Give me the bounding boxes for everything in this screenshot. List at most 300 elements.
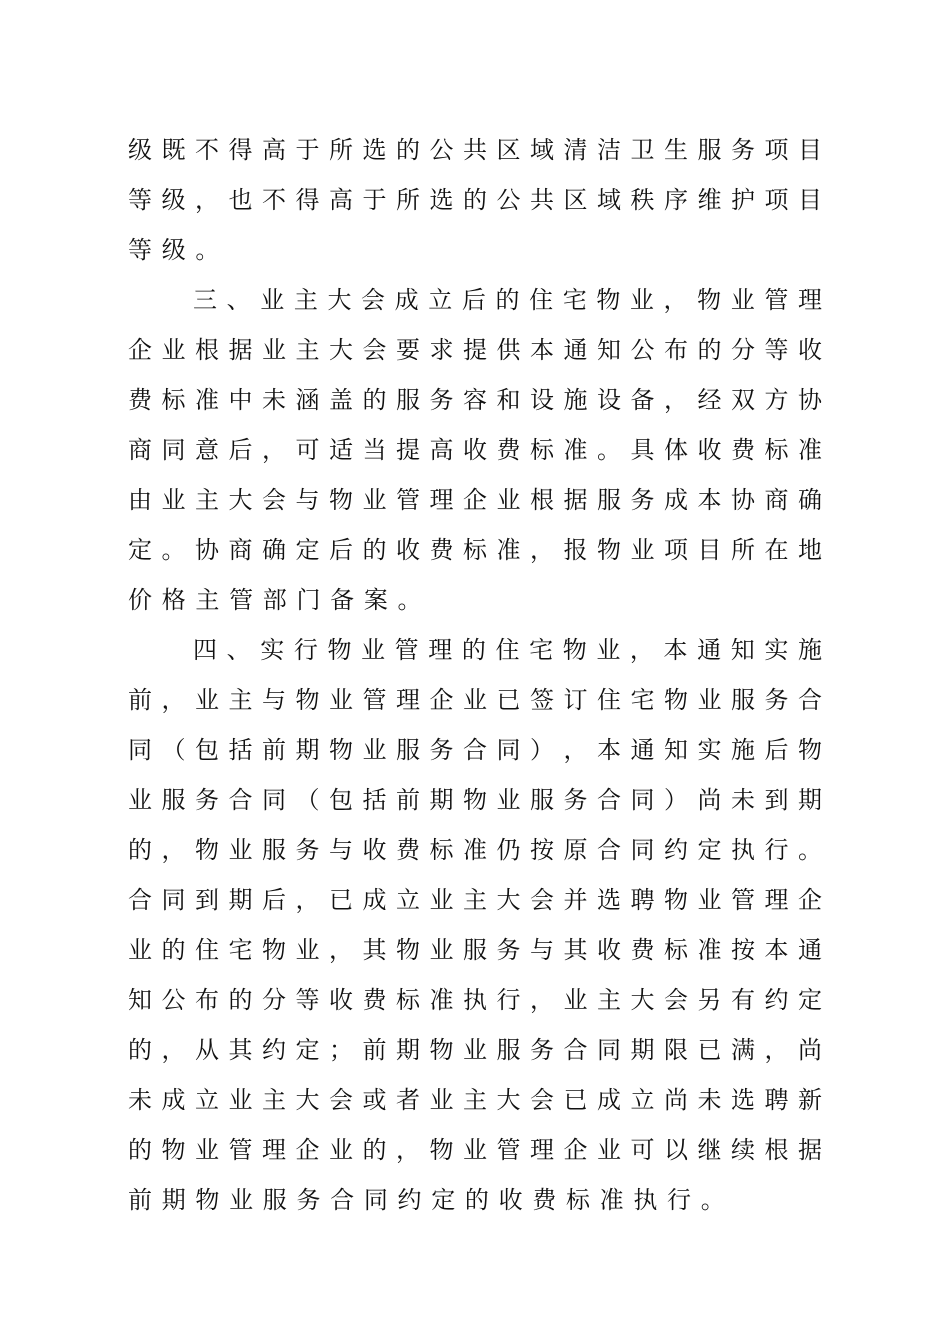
text-char: 同 bbox=[496, 736, 521, 764]
text-char: 定 bbox=[697, 836, 722, 864]
text-char: 的 bbox=[128, 1036, 152, 1064]
text-char: 到 bbox=[195, 886, 219, 914]
text-char: 目 bbox=[697, 536, 722, 564]
text-line bbox=[128, 880, 822, 920]
text-char: 企 bbox=[429, 686, 454, 714]
text-char: 聘 bbox=[764, 1086, 789, 1114]
text-char: 本 bbox=[597, 736, 621, 764]
text-char: 期 bbox=[630, 1036, 655, 1064]
text-char: 费 bbox=[731, 436, 755, 464]
text-char: 服 bbox=[262, 836, 286, 864]
text-char: 业 bbox=[329, 686, 353, 714]
text-char: 价 bbox=[128, 586, 152, 614]
text-char: 主 bbox=[293, 286, 318, 314]
text-char: 业 bbox=[128, 936, 152, 964]
text-char: 由 bbox=[128, 486, 152, 514]
text-char: 会 bbox=[530, 886, 554, 914]
text-char: 。 bbox=[161, 536, 186, 564]
text-char: 物 bbox=[597, 536, 621, 564]
text-char: 目 bbox=[798, 186, 822, 214]
text-char: 或 bbox=[362, 1086, 387, 1114]
text-char: 执 bbox=[633, 1186, 658, 1214]
text-char: 选 bbox=[597, 886, 621, 914]
text-char: 实 bbox=[260, 636, 285, 664]
text-char: 商 bbox=[764, 486, 789, 514]
text-char: 也 bbox=[228, 186, 253, 214]
text-char: 实 bbox=[764, 636, 789, 664]
text-char: 理 bbox=[428, 636, 453, 664]
text-char: 等 bbox=[128, 186, 152, 214]
text-char: 后 bbox=[228, 436, 253, 464]
text-char: 准 bbox=[496, 536, 521, 564]
text-char: 定 bbox=[295, 1036, 320, 1064]
text-char: 准 bbox=[599, 1186, 624, 1214]
text-char: 协 bbox=[195, 536, 219, 564]
text-char: ， bbox=[329, 936, 353, 964]
text-char: 后 bbox=[764, 736, 789, 764]
text-char: 业 bbox=[362, 736, 387, 764]
text-char: 布 bbox=[664, 336, 688, 364]
text-char: 成 bbox=[161, 1086, 186, 1114]
text-char: 服 bbox=[396, 386, 420, 414]
text-char: 的 bbox=[396, 136, 420, 164]
text-char: 分 bbox=[262, 986, 286, 1014]
text-char: 清 bbox=[563, 136, 588, 164]
text-char: 。 bbox=[798, 836, 822, 864]
text-char: 约 bbox=[664, 836, 688, 864]
text-char: 物 bbox=[429, 1036, 454, 1064]
text-char: 三 bbox=[193, 286, 217, 314]
text-char: ， bbox=[262, 436, 286, 464]
text-char: 后 bbox=[461, 286, 486, 314]
text-char: 仍 bbox=[496, 836, 521, 864]
text-char: 费 bbox=[429, 536, 454, 564]
text-char: 备 bbox=[330, 586, 355, 614]
text-line bbox=[128, 1180, 822, 1220]
text-char: 管 bbox=[396, 486, 420, 514]
text-char: 合 bbox=[563, 1036, 588, 1064]
text-char: 行 bbox=[667, 1186, 691, 1214]
text-char: 理 bbox=[396, 686, 420, 714]
text-char: 同 bbox=[161, 886, 186, 914]
text-char: 区 bbox=[563, 186, 588, 214]
text-char: 业 bbox=[630, 536, 655, 564]
text-char: 目 bbox=[798, 136, 822, 164]
text-char: 尚 bbox=[697, 786, 722, 814]
text-char: 物 bbox=[329, 736, 353, 764]
text-char: 会 bbox=[664, 986, 688, 1014]
text-char: 准 bbox=[563, 436, 588, 464]
text-char: 括 bbox=[228, 736, 253, 764]
text-char: 级 bbox=[161, 186, 186, 214]
text-char: 务 bbox=[630, 486, 655, 514]
text-char: ， bbox=[664, 386, 688, 414]
text-char: 公 bbox=[496, 186, 521, 214]
text-char: 费 bbox=[532, 1186, 557, 1214]
text-char: 立 bbox=[396, 886, 420, 914]
text-char: 其 bbox=[228, 1036, 253, 1064]
text-char: 业 bbox=[195, 686, 219, 714]
text-char: 定 bbox=[431, 1186, 456, 1214]
text-char: 于 bbox=[295, 136, 320, 164]
text-line bbox=[128, 130, 822, 170]
text-char: 定 bbox=[295, 536, 320, 564]
text-char: 根 bbox=[764, 1136, 789, 1164]
text-char: 住 bbox=[529, 286, 554, 314]
text-line bbox=[128, 830, 822, 870]
text-char: 、 bbox=[226, 286, 251, 314]
text-char: 协 bbox=[798, 386, 822, 414]
text-char: 业 bbox=[563, 986, 588, 1014]
text-char: 务 bbox=[563, 786, 588, 814]
text-char: 据 bbox=[563, 486, 588, 514]
text-char: 主 bbox=[463, 886, 487, 914]
text-char: 不 bbox=[195, 136, 219, 164]
text-char: 所 bbox=[396, 186, 420, 214]
text-char: 大 bbox=[228, 486, 253, 514]
text-line bbox=[128, 780, 822, 820]
text-char: 业 bbox=[229, 1186, 254, 1214]
text-char: 施 bbox=[731, 736, 755, 764]
text-char: 大 bbox=[496, 886, 521, 914]
text-char: 物 bbox=[798, 736, 822, 764]
text-char: 域 bbox=[597, 186, 621, 214]
text-char: 业 bbox=[295, 936, 320, 964]
text-char: 本 bbox=[663, 636, 688, 664]
text-char: 洁 bbox=[597, 136, 621, 164]
text-char: 继 bbox=[697, 1136, 722, 1164]
text-char: 物 bbox=[262, 936, 286, 964]
text-char: 合 bbox=[798, 686, 822, 714]
text-char: 共 bbox=[463, 136, 487, 164]
text-char: 务 bbox=[195, 786, 219, 814]
text-char: ） bbox=[664, 786, 688, 814]
text-char: 括 bbox=[362, 786, 387, 814]
text-char: 标 bbox=[161, 386, 186, 414]
text-char: 务 bbox=[731, 136, 755, 164]
text-char: 会 bbox=[329, 1086, 353, 1114]
text-char: 准 bbox=[697, 936, 722, 964]
text-char: 合 bbox=[597, 836, 621, 864]
text-char: 物 bbox=[664, 686, 688, 714]
text-char: 标 bbox=[764, 436, 789, 464]
text-line bbox=[128, 980, 822, 1020]
text-char: 以 bbox=[664, 1136, 688, 1164]
text-char: 。 bbox=[195, 236, 220, 264]
text-char: 约 bbox=[397, 1186, 422, 1214]
text-char: ， bbox=[161, 686, 186, 714]
text-char: 本 bbox=[764, 936, 789, 964]
text-char: 收 bbox=[463, 436, 487, 464]
text-char: 期 bbox=[228, 886, 253, 914]
text-char: 生 bbox=[664, 136, 688, 164]
text-char: 前 bbox=[128, 1186, 152, 1214]
text-char: 护 bbox=[731, 186, 755, 214]
text-char: 服 bbox=[396, 736, 420, 764]
text-char: 部 bbox=[262, 586, 287, 614]
text-char: 同 bbox=[161, 436, 186, 464]
text-char: 级 bbox=[128, 136, 152, 164]
text-char: 知 bbox=[597, 336, 621, 364]
text-char: 布 bbox=[195, 986, 219, 1014]
text-char: 的 bbox=[228, 986, 253, 1014]
text-line bbox=[128, 430, 822, 470]
text-char: 期 bbox=[396, 1036, 420, 1064]
text-char: 主 bbox=[228, 686, 253, 714]
text-char: 理 bbox=[797, 286, 822, 314]
text-char: 期 bbox=[798, 786, 822, 814]
text-char: 按 bbox=[731, 936, 755, 964]
text-char: 维 bbox=[697, 186, 722, 214]
text-char: 业 bbox=[496, 786, 521, 814]
text-char: 行 bbox=[293, 636, 318, 664]
text-char: ， bbox=[295, 886, 320, 914]
text-char: ， bbox=[663, 286, 688, 314]
text-char: 务 bbox=[296, 1186, 321, 1214]
text-char: 主 bbox=[463, 1086, 487, 1114]
text-char: 费 bbox=[128, 386, 152, 414]
text-char: 供 bbox=[496, 336, 521, 364]
text-char: （ bbox=[161, 736, 186, 764]
text-char: 等 bbox=[128, 236, 152, 264]
text-char: 定 bbox=[128, 536, 152, 564]
text-char: 成 bbox=[597, 1086, 621, 1114]
text-char: 管 bbox=[496, 1136, 521, 1164]
text-char: 业 bbox=[463, 686, 487, 714]
text-char: 聘 bbox=[630, 886, 655, 914]
text-char: 未 bbox=[697, 1086, 722, 1114]
text-char: 执 bbox=[463, 986, 487, 1014]
text-char: 主 bbox=[195, 486, 219, 514]
text-char: 的 bbox=[128, 836, 152, 864]
text-char: 宅 bbox=[562, 286, 587, 314]
text-char: 到 bbox=[764, 786, 789, 814]
text-char: 所 bbox=[731, 536, 755, 564]
text-char: 会 bbox=[362, 336, 387, 364]
text-char: 提 bbox=[396, 436, 420, 464]
text-char: 的 bbox=[463, 186, 487, 214]
text-char: 级 bbox=[161, 236, 186, 264]
text-char: ， bbox=[563, 736, 588, 764]
text-char: 服 bbox=[530, 786, 554, 814]
text-char: 成 bbox=[664, 486, 688, 514]
text-char: 分 bbox=[731, 336, 755, 364]
text-char: 标 bbox=[664, 936, 688, 964]
text-char: 者 bbox=[396, 1086, 420, 1114]
text-char: 商 bbox=[128, 436, 152, 464]
text-char: 通 bbox=[697, 636, 722, 664]
text-char: 服 bbox=[161, 786, 186, 814]
text-char: 的 bbox=[362, 1136, 387, 1164]
text-char: 高 bbox=[429, 436, 454, 464]
text-char: 物 bbox=[329, 486, 353, 514]
text-char: 主 bbox=[262, 1086, 286, 1114]
text-char: 务 bbox=[429, 386, 454, 414]
text-char: 前 bbox=[262, 736, 286, 764]
text-char: 经 bbox=[697, 386, 722, 414]
text-char: 的 bbox=[495, 286, 520, 314]
text-char: 本 bbox=[697, 486, 722, 514]
text-char: 涵 bbox=[295, 386, 320, 414]
text-char: 既 bbox=[161, 136, 186, 164]
text-char: ， bbox=[396, 1136, 420, 1164]
text-char: 项 bbox=[764, 186, 789, 214]
text-char: ） bbox=[530, 736, 554, 764]
text-char: 费 bbox=[362, 986, 387, 1014]
text-char: 业 bbox=[161, 486, 186, 514]
text-char: 尚 bbox=[664, 1086, 688, 1114]
text-char: 企 bbox=[128, 336, 152, 364]
text-char: 物 bbox=[562, 636, 587, 664]
text-char: 实 bbox=[697, 736, 722, 764]
text-char: 格 bbox=[161, 586, 186, 614]
text-char: 当 bbox=[362, 436, 387, 464]
text-char: 标 bbox=[530, 436, 554, 464]
text-char: 意 bbox=[195, 436, 219, 464]
text-char: 的 bbox=[128, 1136, 152, 1164]
text-char: 业 bbox=[629, 286, 654, 314]
text-char: 住 bbox=[195, 936, 219, 964]
text-char: 准 bbox=[463, 836, 487, 864]
text-char: 同 bbox=[128, 736, 152, 764]
text-char: 业 bbox=[361, 636, 386, 664]
text-char: 四 bbox=[193, 636, 217, 664]
text-char: 签 bbox=[530, 686, 554, 714]
text-char: 未 bbox=[128, 1086, 152, 1114]
text-char: 合 bbox=[228, 786, 253, 814]
text-char: 立 bbox=[428, 286, 453, 314]
text-line bbox=[128, 1030, 822, 1070]
text-char: 企 bbox=[798, 886, 822, 914]
text-char: 物 bbox=[295, 686, 320, 714]
text-line bbox=[128, 180, 822, 220]
text-char: 收 bbox=[362, 836, 387, 864]
text-char: 订 bbox=[563, 686, 588, 714]
text-char: 的 bbox=[697, 336, 722, 364]
text-char: 服 bbox=[731, 686, 755, 714]
text-char: 业 bbox=[260, 286, 285, 314]
text-char: 大 bbox=[327, 286, 352, 314]
text-char: 同 bbox=[363, 1186, 388, 1214]
text-char: 卫 bbox=[630, 136, 655, 164]
text-char: 并 bbox=[563, 886, 588, 914]
text-char: 理 bbox=[764, 886, 789, 914]
text-char: ， bbox=[161, 836, 186, 864]
text-char: 期 bbox=[161, 1186, 186, 1214]
text-char: 施 bbox=[563, 386, 588, 414]
text-char: 业 bbox=[128, 786, 152, 814]
text-char: 未 bbox=[731, 786, 755, 814]
text-char: 得 bbox=[295, 186, 320, 214]
text-char: 服 bbox=[597, 486, 621, 514]
text-char: 满 bbox=[731, 1036, 755, 1064]
text-char: 报 bbox=[563, 536, 588, 564]
text-char: 其 bbox=[563, 936, 588, 964]
text-char: 企 bbox=[563, 1136, 588, 1164]
text-char: 业 bbox=[463, 1036, 487, 1064]
text-char: 物 bbox=[161, 1136, 186, 1164]
text-char: 物 bbox=[396, 936, 420, 964]
text-char: 已 bbox=[496, 686, 521, 714]
paragraph-start-line bbox=[193, 630, 822, 670]
text-char: 务 bbox=[295, 836, 320, 864]
text-char: 标 bbox=[429, 836, 454, 864]
text-char: 门 bbox=[296, 586, 321, 614]
text-char: 大 bbox=[496, 1086, 521, 1114]
text-char: 中 bbox=[228, 386, 253, 414]
text-char: 成 bbox=[362, 886, 387, 914]
text-char: 理 bbox=[429, 486, 454, 514]
text-char: 主 bbox=[195, 586, 220, 614]
text-char: 主 bbox=[597, 986, 621, 1014]
text-char: 业 bbox=[429, 936, 454, 964]
text-char: 业 bbox=[329, 1136, 353, 1164]
text-char: 准 bbox=[195, 386, 219, 414]
text-char: 住 bbox=[597, 686, 621, 714]
text-line bbox=[128, 930, 822, 970]
text-char: 秩 bbox=[630, 186, 655, 214]
text-char: 知 bbox=[730, 636, 755, 664]
text-char: 业 bbox=[697, 686, 722, 714]
text-char: 业 bbox=[496, 486, 521, 514]
text-char: 可 bbox=[295, 436, 320, 464]
text-char: 住 bbox=[495, 636, 520, 664]
text-char: 收 bbox=[697, 436, 722, 464]
text-char: 主 bbox=[295, 336, 320, 364]
text-char: 业 bbox=[195, 1136, 219, 1164]
text-char: 通 bbox=[563, 336, 588, 364]
text-char: 会 bbox=[262, 486, 286, 514]
text-char: 收 bbox=[597, 936, 621, 964]
text-char: 选 bbox=[429, 186, 454, 214]
text-char: 公 bbox=[161, 986, 186, 1014]
text-char: 费 bbox=[396, 836, 420, 864]
text-char: 标 bbox=[396, 986, 420, 1014]
text-char: 期 bbox=[429, 786, 454, 814]
text-char: 合 bbox=[330, 1186, 355, 1214]
text-char: 容 bbox=[463, 386, 487, 414]
text-char: 务 bbox=[496, 936, 521, 964]
text-char: 与 bbox=[530, 936, 554, 964]
text-char: 其 bbox=[362, 936, 387, 964]
text-char: 等 bbox=[764, 336, 789, 364]
text-char: 服 bbox=[496, 1036, 521, 1064]
text-char: 会 bbox=[530, 1086, 554, 1114]
text-char: 大 bbox=[630, 986, 655, 1014]
text-char: 项 bbox=[664, 536, 688, 564]
text-char: ， bbox=[161, 1036, 186, 1064]
text-char: 合 bbox=[597, 786, 621, 814]
text-line bbox=[128, 230, 822, 270]
text-char: 企 bbox=[295, 1136, 320, 1164]
text-char: 高 bbox=[262, 136, 286, 164]
text-char: 尚 bbox=[798, 1036, 822, 1064]
text-char: 选 bbox=[362, 136, 387, 164]
paragraph-start-line bbox=[193, 280, 822, 320]
text-char: 通 bbox=[630, 736, 655, 764]
text-char: 域 bbox=[530, 136, 554, 164]
text-char: 行 bbox=[764, 836, 789, 864]
text-char: 确 bbox=[262, 536, 286, 564]
text-char: 区 bbox=[496, 136, 521, 164]
text-char: 与 bbox=[329, 836, 353, 864]
text-line bbox=[128, 480, 822, 520]
text-char: 与 bbox=[295, 486, 320, 514]
text-char: ， bbox=[629, 636, 654, 664]
text-char: 据 bbox=[228, 336, 253, 364]
text-char: 服 bbox=[262, 1186, 287, 1214]
text-char: 已 bbox=[697, 1036, 722, 1064]
